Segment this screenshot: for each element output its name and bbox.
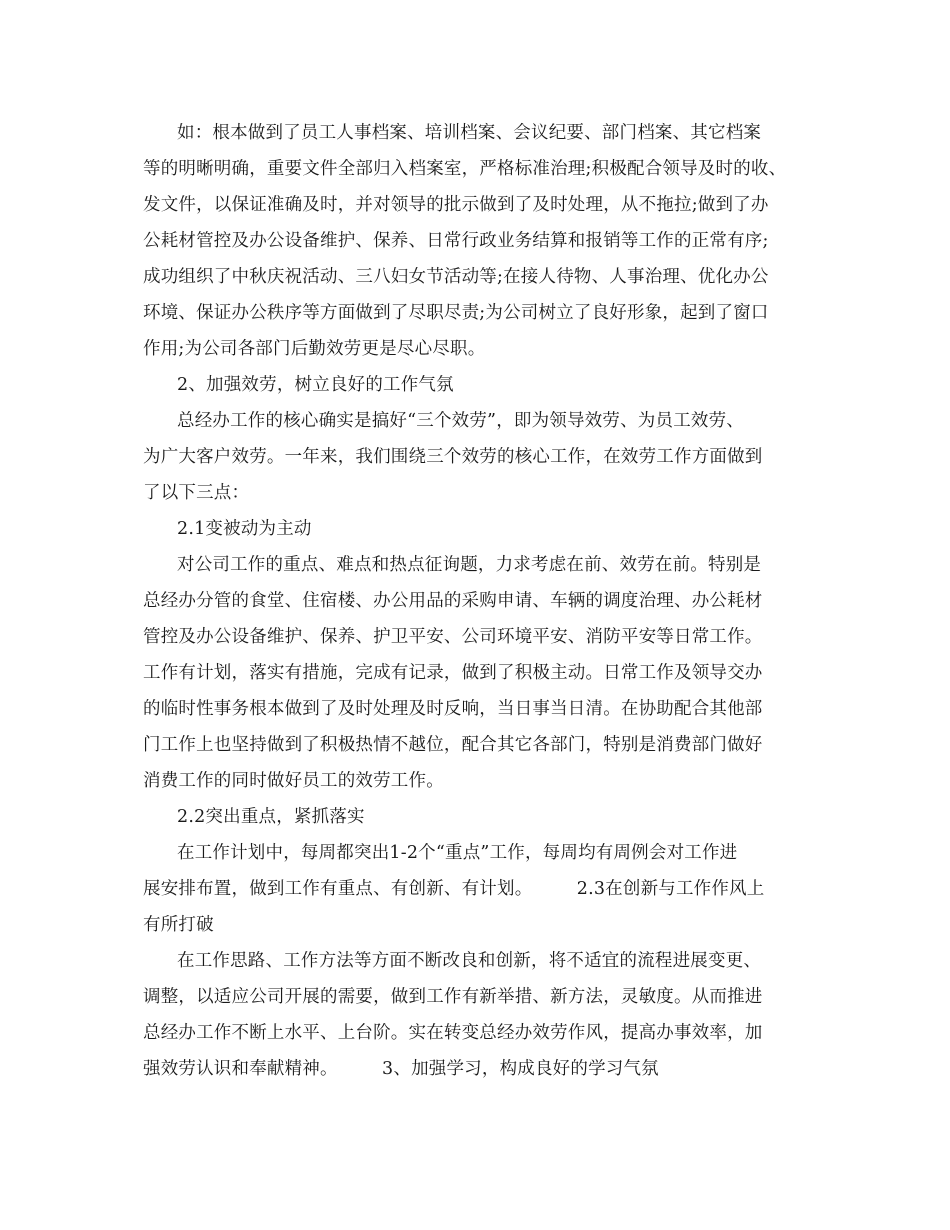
text-line: 总经办工作不断上水平、上台阶。实在转变总经办效劳作风，提高办事效率，加 [143, 1023, 763, 1043]
text-line: 2、加强效劳，树立良好的工作气氛 [177, 375, 454, 395]
text-line: 总经办工作的核心确实是搞好“三个效劳”，即为领导效劳、为员工效劳、 [177, 411, 744, 431]
text-line: 环境、保证办公秩序等方面做到了尽职尽责;为公司树立了良好形象，起到了窗口 [143, 303, 769, 323]
text-line: 门工作上也坚持做到了积极热情不越位，配合其它各部门，特别是消费部门做好 [143, 735, 763, 755]
text-line: 公耗材管控及办公设备维护、保养、日常行政业务结算和报销等工作的正常有序; [143, 231, 769, 251]
text-line: 作用;为公司各部门后勤效劳更是尽心尽职。 [143, 339, 486, 359]
text-line: 发文件，以保证准确及时，并对领导的批示做到了及时处理，从不拖拉;做到了办 [143, 195, 769, 215]
text-line: 了以下三点： [143, 483, 250, 503]
text-line: 的临时性事务根本做到了及时处理及时反响，当日事当日清。在协助配合其他部 [143, 699, 763, 719]
text-line: 调整，以适应公司开展的需要，做到工作有新举措、新方法，灵敏度。从而推进 [143, 987, 763, 1007]
text-line: 2.2突出重点，紧抓落实 [177, 807, 365, 827]
text-line: 总经办分管的食堂、住宿楼、办公用品的采购申请、车辆的调度治理、办公耗材 [143, 591, 763, 611]
text-line: 等的明晰明确，重要文件全部归入档案室，严格标准治理;积极配合领导及时的收、 [143, 159, 787, 179]
text-line: 工作有计划，落实有措施，完成有记录，做到了积极主动。日常工作及领导交办 [143, 663, 763, 683]
text-line: 对公司工作的重点、难点和热点征询题，力求考虑在前、效劳在前。特别是 [177, 555, 762, 575]
text-line: 强效劳认识和奉献精神。 3、加强学习，构成良好的学习气氛 [143, 1059, 659, 1079]
text-line: 在工作思路、工作方法等方面不断改良和创新，将不适宜的流程进展变更、 [177, 951, 762, 971]
text-line: 消费工作的同时做好员工的效劳工作。 [143, 771, 444, 791]
document-body [143, 115, 823, 1087]
text-line: 展安排布置，做到工作有重点、有创新、有计划。 2.3在创新与工作作风上 [143, 879, 765, 899]
text-line: 有所打破 [143, 915, 214, 935]
text-line: 管控及办公设备维护、保养、护卫平安、公司环境平安、消防平安等日常工作。 [143, 627, 763, 647]
text-line: 在工作计划中，每周都突出1-2个“重点”工作，每周均有周例会对工作进 [177, 843, 738, 863]
text-line: 成功组织了中秋庆祝活动、三八妇女节活动等;在接人待物、人事治理、优化办公 [143, 267, 769, 287]
text-line: 2.1变被动为主动 [177, 519, 312, 539]
text-line: 为广大客户效劳。一年来，我们围绕三个效劳的核心工作，在效劳工作方面做到 [143, 447, 763, 467]
text-line: 如：根本做到了员工人事档案、培训档案、会议纪要、部门档案、其它档案 [177, 123, 762, 143]
